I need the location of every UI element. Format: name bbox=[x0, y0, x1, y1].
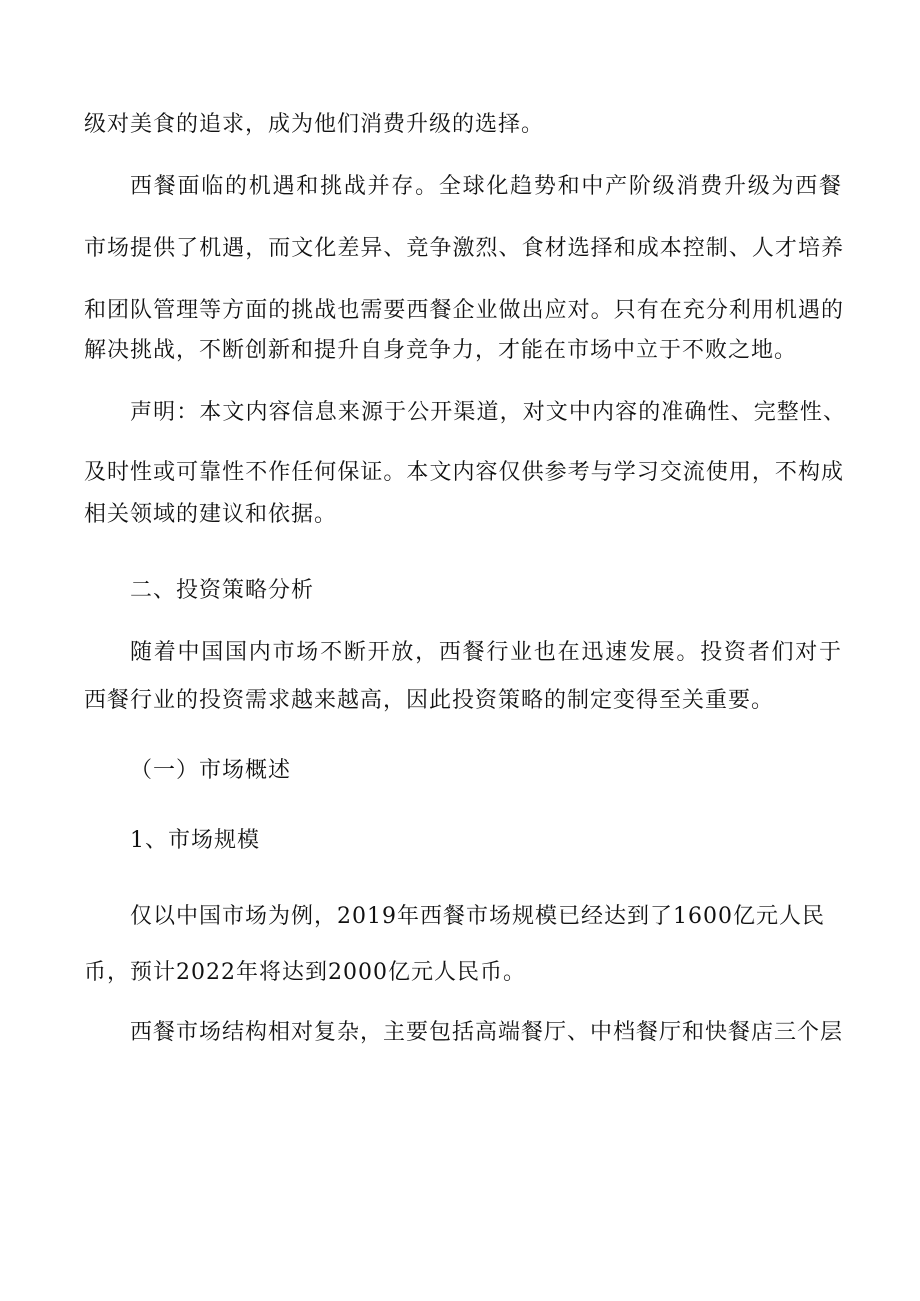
paragraph-line: 市场提供了机遇，而文化差异、竞争激烈、食材选择和成本控制、人才培养 bbox=[84, 236, 844, 261]
disclaimer-line: 声明：本文内容信息来源于公开渠道，对文中内容的准确性、完整性、 bbox=[130, 400, 846, 425]
disclaimer-line: 及时性或可靠性不作任何保证。本文内容仅供参考与学习交流使用，不构成 bbox=[84, 460, 844, 485]
subsection-heading: （一）市场概述 bbox=[130, 758, 292, 783]
paragraph-line: 解决挑战，不断创新和提升自身竞争力，才能在市场中立于不败之地。 bbox=[84, 338, 798, 363]
paragraph-line: 和团队管理等方面的挑战也需要西餐企业做出应对。只有在充分利用机遇的 bbox=[84, 298, 844, 323]
paragraph-line: 西餐面临的机遇和挑战并存。全球化趋势和中产阶级消费升级为西餐 bbox=[130, 174, 842, 199]
section-heading: 二、投资策略分析 bbox=[130, 578, 315, 603]
paragraph-line: 西餐市场结构相对复杂，主要包括高端餐厅、中档餐厅和快餐店三个层 bbox=[130, 1020, 844, 1045]
paragraph-line: 随着中国国内市场不断开放，西餐行业也在迅速发展。投资者们对于 bbox=[130, 640, 842, 665]
disclaimer-line: 相关领域的建议和依据。 bbox=[84, 502, 338, 527]
paragraph-line: 西餐行业的投资需求越来越高，因此投资策略的制定变得至关重要。 bbox=[84, 688, 775, 713]
paragraph-line: 级对美食的追求，成为他们消费升级的选择。 bbox=[84, 112, 545, 137]
paragraph-line: 仅以中国市场为例，2019年西餐市场规模已经达到了1600亿元人民 bbox=[130, 904, 825, 929]
subsection-heading: 1、市场规模 bbox=[130, 828, 260, 853]
paragraph-line: 币，预计2022年将达到2000亿元人民币。 bbox=[84, 960, 526, 985]
